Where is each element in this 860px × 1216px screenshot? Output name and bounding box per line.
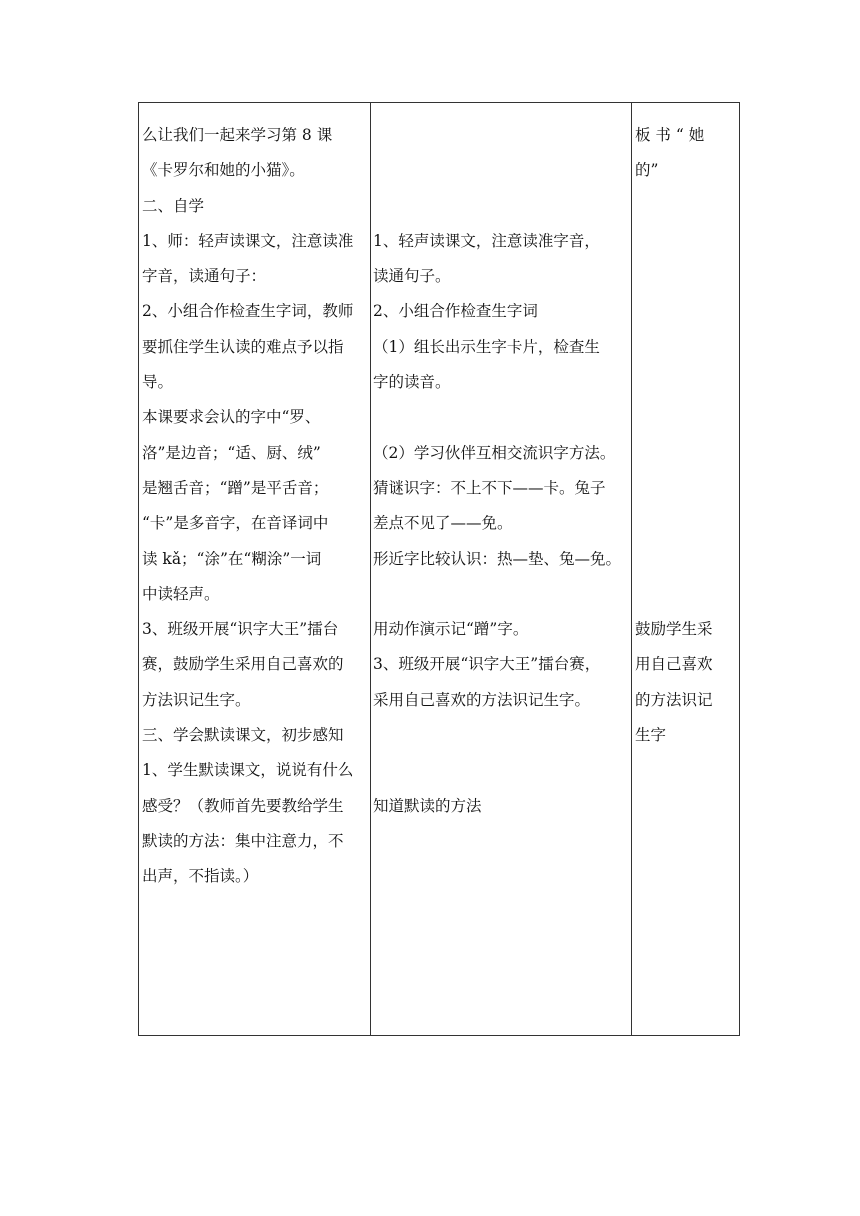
text-line: 默读的方法：集中注意力，不	[142, 831, 344, 850]
text-line: 猜谜识字：不上不下——卡。兔子	[373, 478, 606, 497]
text-line: 二、自学	[142, 196, 205, 215]
text-line: 方法识记生字。	[142, 690, 251, 709]
text-line: 采用自己喜欢的方法识记生字。	[373, 690, 591, 709]
text-line: 读通句子。	[373, 267, 451, 286]
text-line: （2）学习伙伴互相交流识字方法。	[373, 443, 616, 462]
text-line: 3、班级开展“识字大王”擂台赛，	[373, 655, 601, 674]
text-line: 《卡罗尔和她的小猫》。	[142, 161, 305, 180]
lesson-plan-table	[138, 102, 740, 1036]
column-divider	[370, 103, 371, 1035]
student-activity-column	[373, 123, 631, 829]
text-line: 1、学生默读课文，说说有什么	[142, 761, 354, 780]
text-line: 洛”是边音；“适、厨、绒”	[142, 443, 321, 462]
text-line: 2、小组合作检查生字词，教师	[142, 302, 354, 321]
text-line: 要抓住学生认读的难点予以指	[142, 337, 344, 356]
text-line: 生字	[635, 726, 667, 745]
text-line: “卡”是多音字，在音译词中	[142, 514, 329, 533]
text-line: 形近字比较认识：热—垫、兔—免。	[373, 549, 622, 568]
text-line: 板 书 “ 她	[635, 126, 705, 144]
text-line: 字的读音。	[373, 373, 451, 392]
text-line: 么让我们一起来学习第 8 课	[142, 126, 333, 144]
design-intent-column	[635, 123, 737, 758]
text-line: 差点不见了——免。	[373, 514, 513, 533]
text-line: 导。	[142, 373, 174, 392]
text-line: 感受？（教师首先要教给学生	[142, 796, 344, 815]
text-line: 用自己喜欢	[635, 655, 713, 674]
text-line: 知道默读的方法	[373, 796, 482, 815]
text-line: （1）组长出示生字卡片，检查生	[373, 337, 600, 356]
text-line: 读 kǎ；“涂”在“糊涂”一词	[142, 549, 322, 568]
column-divider	[631, 103, 632, 1035]
text-line: 的”	[635, 161, 659, 180]
text-line: 是翘舌音；“蹭”是平舌音；	[142, 478, 329, 497]
text-line: 3、班级开展“识字大王”擂台	[142, 620, 339, 639]
text-line: 赛，鼓励学生采用自己喜欢的	[142, 655, 344, 674]
text-line: 三、学会默读课文，初步感知	[142, 726, 344, 745]
text-line: 1、轻声读课文，注意读准字音，	[373, 231, 600, 250]
text-line: 出声，不指读。）	[142, 867, 259, 886]
text-line: 用动作演示记“蹭”字。	[373, 620, 529, 639]
text-line: 鼓励学生采	[635, 620, 713, 639]
text-line: 中读轻声。	[142, 584, 220, 603]
text-line: 的方法识记	[635, 690, 713, 709]
text-line: 字音，读通句子：	[142, 267, 267, 286]
teacher-activity-column	[142, 123, 370, 900]
text-line: 本课要求会认的字中“罗、	[142, 408, 321, 427]
text-line: 2、小组合作检查生字词	[373, 302, 538, 321]
text-line: 1、师：轻声读课文，注意读准	[142, 231, 354, 250]
